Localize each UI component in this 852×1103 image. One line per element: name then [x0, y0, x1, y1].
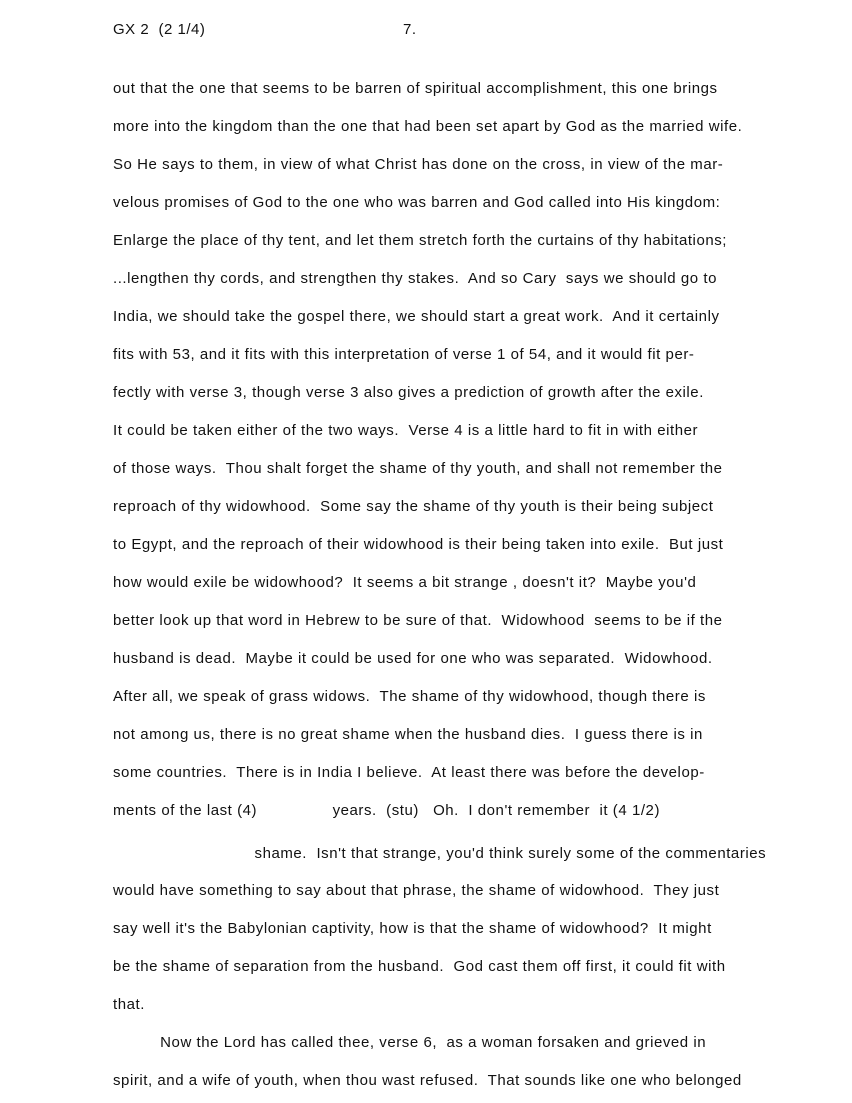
text-line: how would exile be widowhood? It seems a bit strange , doesn't it? Maybe you'd [113, 574, 697, 591]
text-line: fits with 53, and it fits with this interpretation of verse 1 of 54, and it would fit per- [113, 346, 695, 363]
text-line: India, we should take the gospel there, we should start a great work. And it certainly [113, 308, 720, 325]
text-line: some countries. There is in India I believe. At least there was before the develop- [113, 764, 705, 781]
text-line: not among us, there is no great shame when the husband dies. I guess there is in [113, 726, 703, 743]
page-number: 7. [403, 21, 417, 38]
text-line: So He says to them, in view of what Christ has done on the cross, in view of the mar- [113, 156, 724, 173]
text-line: of those ways. Thou shalt forget the shame of thy youth, and shall not remember the [113, 460, 723, 477]
text-line: spirit, and a wife of youth, when thou wast refused. That sounds like one who belonged [113, 1072, 742, 1089]
text-line: would have something to say about that phrase, the shame of widowhood. They just [113, 882, 720, 899]
text-line: Enlarge the place of thy tent, and let them stretch forth the curtains of thy habitations; [113, 232, 727, 249]
text-line: Now the Lord has called thee, verse 6, as a woman forsaken and grieved in [113, 1034, 707, 1051]
text-line: be the shame of separation from the husband. God cast them off first, it could fit with [113, 958, 726, 975]
text-line: velous promises of God to the one who was barren and God called into His kingdom: [113, 194, 721, 211]
text-line: It could be taken either of the two ways. Verse 4 is a little hard to fit in with either [113, 422, 699, 439]
text-line: After all, we speak of grass widows. The shame of thy widowhood, though there is [113, 688, 706, 705]
text-line: better look up that word in Hebrew to be sure of that. Widowhood seems to be if the [113, 612, 723, 629]
page-header-label: GX 2 (2 1/4) [113, 21, 206, 38]
text-line: more into the kingdom than the one that had been set apart by God as the married wife. [113, 118, 743, 135]
text-line: out that the one that seems to be barren of spiritual accomplishment, this one brings [113, 80, 718, 97]
text-line: reproach of thy widowhood. Some say the shame of thy youth is their being subject [113, 498, 714, 515]
text-line: to Egypt, and the reproach of their widowhood is their being taken into exile. But just [113, 536, 724, 553]
text-line: ments of the last (4) years. (stu) Oh. I don't remember it (4 1/2) [113, 802, 660, 819]
text-line: that. [113, 996, 145, 1013]
text-line: husband is dead. Maybe it could be used for one who was separated. Widowhood. [113, 650, 713, 667]
text-line: fectly with verse 3, though verse 3 also gives a prediction of growth after the exile. [113, 384, 704, 401]
text-line: ...lengthen thy cords, and strengthen thy stakes. And so Cary says we should go to [113, 270, 718, 287]
text-line: shame. Isn't that strange, you'd think surely some of the commentaries [113, 845, 767, 862]
text-line: say well it's the Babylonian captivity, how is that the shame of widowhood? It might [113, 920, 712, 937]
